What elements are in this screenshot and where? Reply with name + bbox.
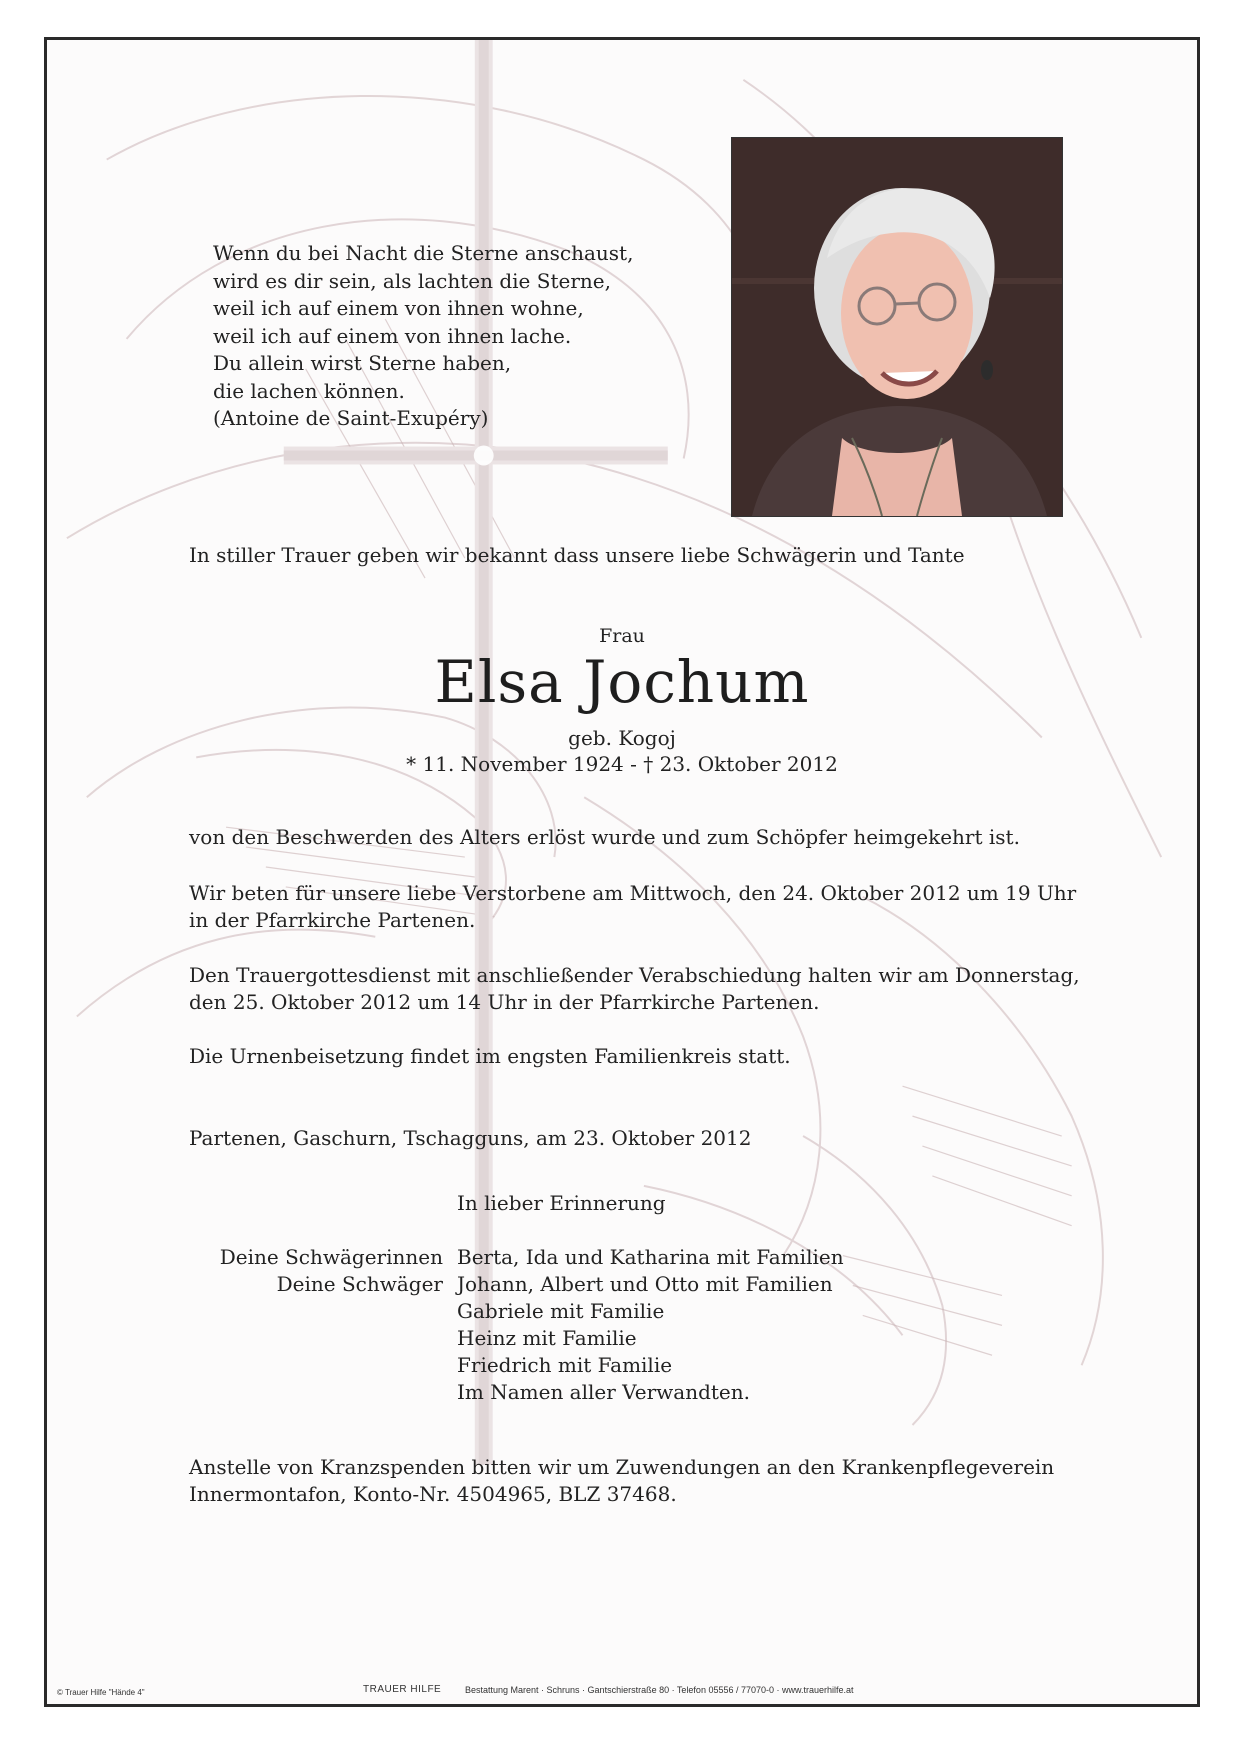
mourner-label: Deine Schwägerinnen [219, 1245, 443, 1269]
poem [213, 240, 633, 433]
donation-line1: Anstelle von Kranzspenden bitten wir um Zuwendungen an den Krankenpflegeverein [189, 1455, 1055, 1479]
poem-line: (Antoine de Saint-Exupéry) [213, 406, 489, 430]
salutation: Frau [599, 625, 645, 647]
deceased-name: Elsa Jochum [434, 648, 810, 716]
mourner-name: Johann, Albert und Otto mit Familien [457, 1272, 833, 1296]
place-date: Partenen, Gaschurn, Tschagguns, am 23. Oktober 2012 [189, 1126, 752, 1150]
service-text-line2: den 25. Oktober 2012 um 14 Uhr in der Pfarrkirche Partenen. [189, 990, 820, 1014]
prayer-text-line1: Wir beten für unsere liebe Verstorbene am Mittwoch, den 24. Oktober 2012 um 19 Uhr [189, 881, 1077, 905]
footer-brand: TRAUER HILFE [363, 1684, 442, 1695]
portrait-photo [731, 137, 1063, 517]
mourner-name: Heinz mit Familie [457, 1326, 637, 1350]
release-text: von den Beschwerden des Alters erlöst wurde und zum Schöpfer heimgekehrt ist. [189, 825, 1020, 849]
mourner-name: Friedrich mit Familie [457, 1353, 673, 1377]
poem-line: die lachen können. [213, 378, 405, 403]
life-dates: * 11. November 1924 - † 23. Oktober 2012 [406, 752, 838, 776]
mourner-label: Deine Schwäger [276, 1272, 443, 1296]
poem-line: weil ich auf einem von ihnen lache. [213, 323, 572, 348]
poem-line: wird es dir sein, als lachten die Sterne, [213, 268, 611, 293]
footer-undertaker: Bestattung Marent · Schruns · Gantschierstraße 80 · Telefon 05556 / 77070-0 · www.trauerhilfe.at [465, 1685, 854, 1695]
poem-line: weil ich auf einem von ihnen wohne, [213, 296, 584, 320]
poem-line: Du allein wirst Sterne haben, [213, 351, 512, 375]
mourner-name: Im Namen aller Verwandten. [457, 1380, 750, 1404]
obituary-frame [44, 37, 1200, 1707]
mourners-heading: In lieber Erinnerung [457, 1191, 666, 1215]
announcement: In stiller Trauer geben wir bekannt dass unsere liebe Schwägerin und Tante [189, 543, 965, 567]
mourner-name: Gabriele mit Familie [457, 1299, 665, 1323]
maiden-name: geb. Kogoj [568, 726, 676, 750]
footer-copyright: © Trauer Hilfe "Hände 4" [57, 1688, 145, 1697]
prayer-text-line2: in der Pfarrkirche Partenen. [189, 908, 476, 932]
burial-text: Die Urnenbeisetzung findet im engsten Familienkreis statt. [189, 1044, 791, 1068]
mourner-name: Berta, Ida und Katharina mit Familien [457, 1245, 844, 1269]
poem-line: Wenn du bei Nacht die Sterne anschaust, [213, 241, 634, 265]
service-text-line1: Den Trauergottesdienst mit anschließender Verabschiedung halten wir am Donnerstag, [189, 963, 1080, 987]
portrait-illustration [732, 138, 1062, 516]
donation-line2: Innermontafon, Konto-Nr. 4504965, BLZ 37468. [189, 1482, 677, 1506]
